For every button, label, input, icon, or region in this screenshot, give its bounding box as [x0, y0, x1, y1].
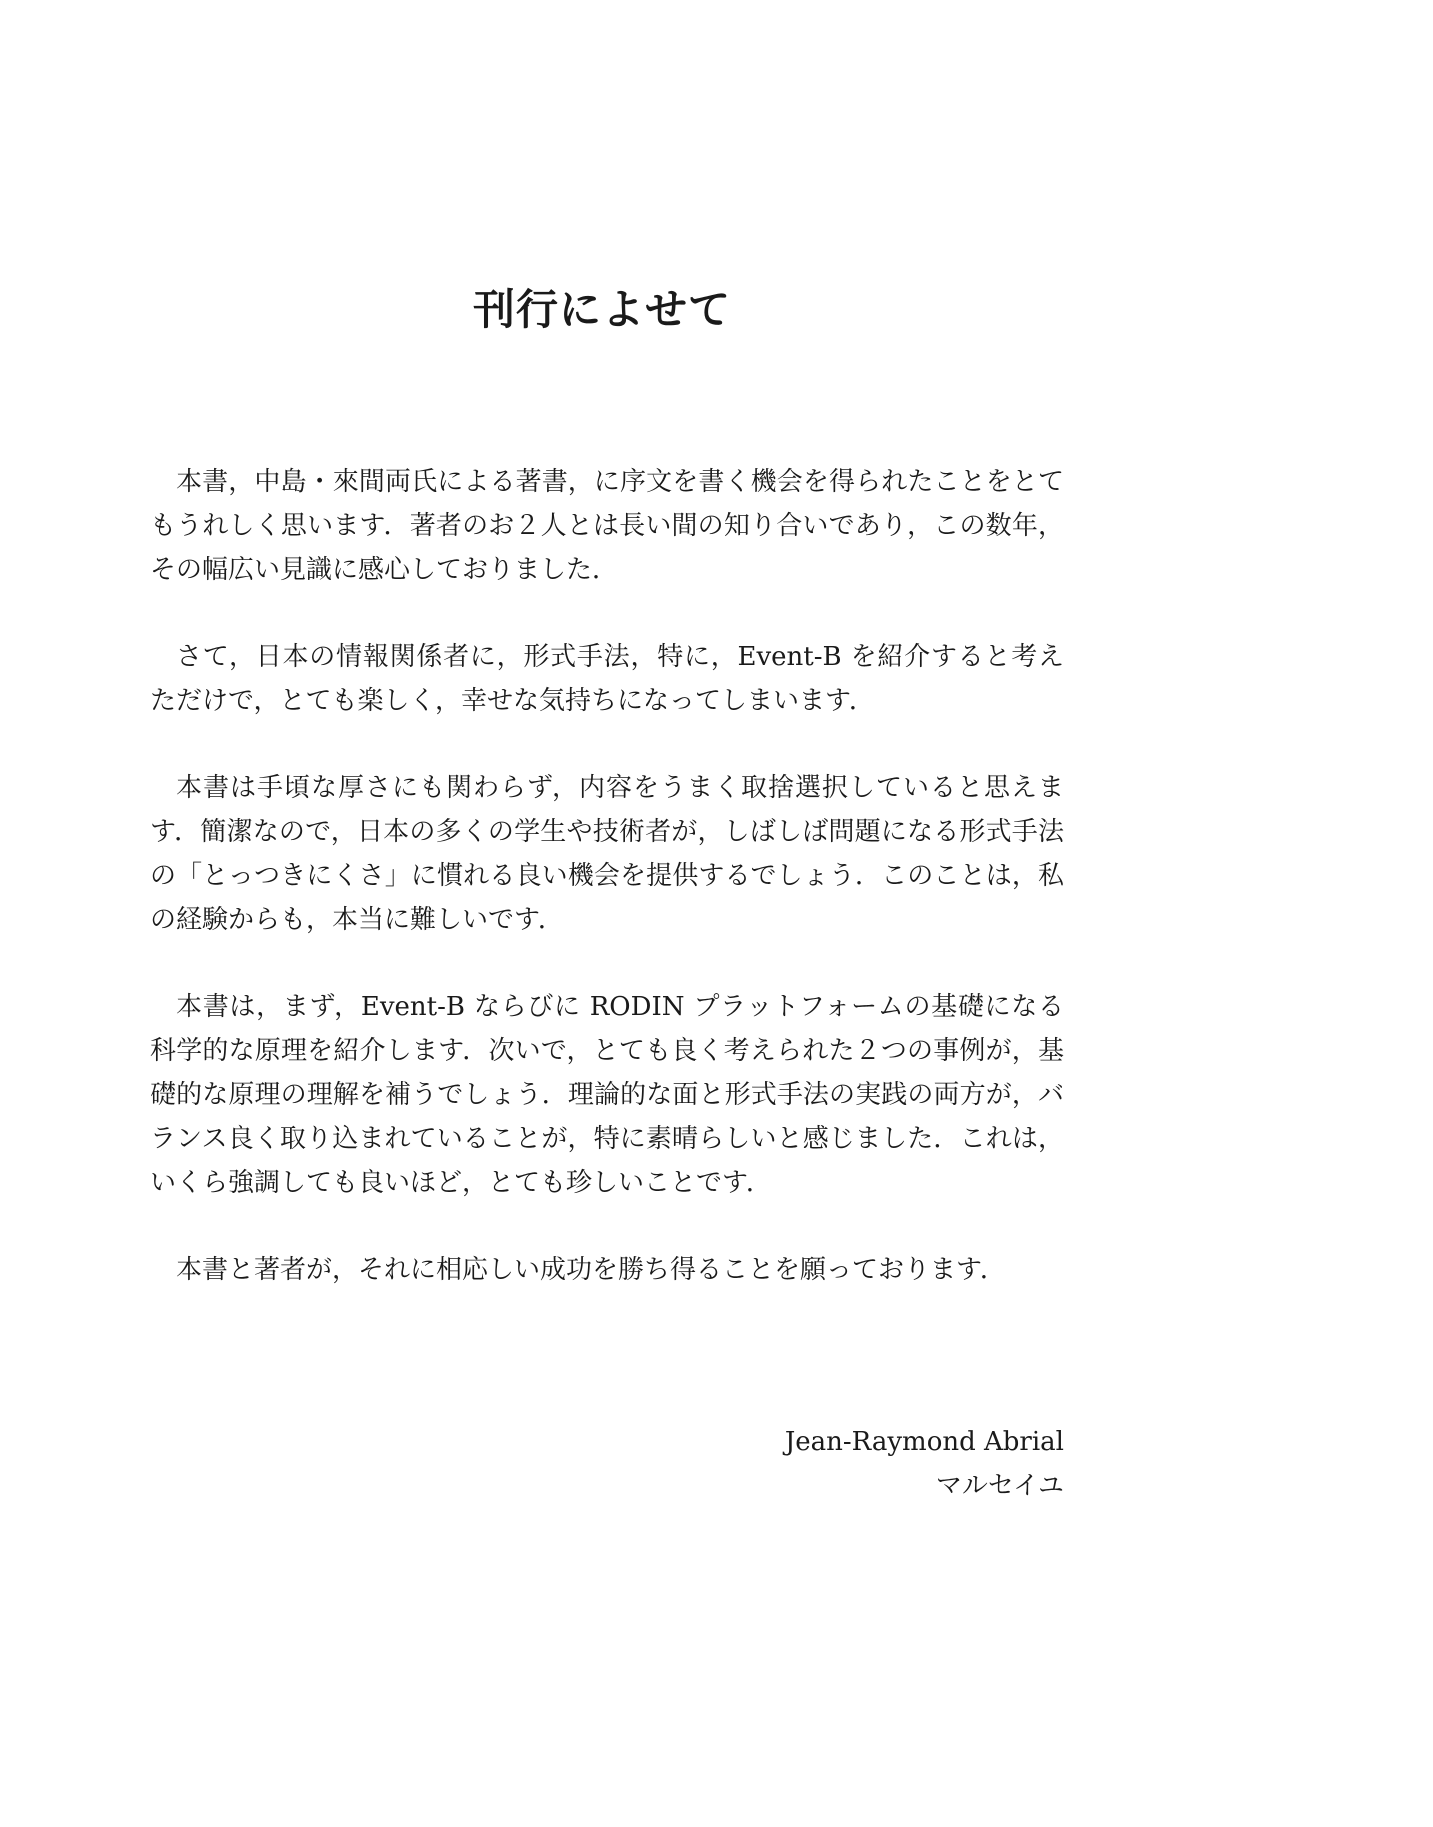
author-name: Jean-Raymond Abrial — [784, 1427, 1064, 1457]
paragraph-4: 本書は，まず，Event-B ならびに RODIN プラットフォームの基礎になる科学的な原理を紹介します．次いで，とても良く考えられた２つの事例が，基礎的な原理の理解を補うでしょう．理論的な面と形式手法の実践の両方が，バランス良く取り込まれていることが，特に素晴らしいと感じました．これは，いくら強調しても良いほど，とても珍しいことです． — [150, 992, 1064, 1198]
author-place: マルセイユ — [935, 1471, 1064, 1501]
paragraph-2: さて，日本の情報関係者に，形式手法，特に，Event-B を紹介すると考えただけで，とても楽しく，幸せな気持ちになってしまいます． — [150, 642, 1064, 716]
paragraph-3: 本書は手頃な厚さにも関わらず，内容をうまく取捨選択していると思えます．簡潔なので，日本の多くの学生や技術者が，しばしば問題になる形式手法の「とっつきにくさ」に慣れる良い機会を提供するでしょう．このことは，私の経験からも，本当に難しいです． — [150, 773, 1064, 935]
signature-block — [785, 1420, 1064, 1508]
paragraph-5: 本書と著者が，それに相応しい成功を勝ち得ることを願っております． — [176, 1255, 1006, 1285]
paragraph-1: 本書，中島・來間両氏による著書，に序文を書く機会を得られたことをとてもうれしく思います．著者のお２人とは長い間の知り合いであり，この数年，その幅広い見識に感心しておりました． — [150, 467, 1064, 585]
foreword-body — [150, 460, 1064, 1335]
page-title: 刊行によせて — [472, 285, 731, 334]
